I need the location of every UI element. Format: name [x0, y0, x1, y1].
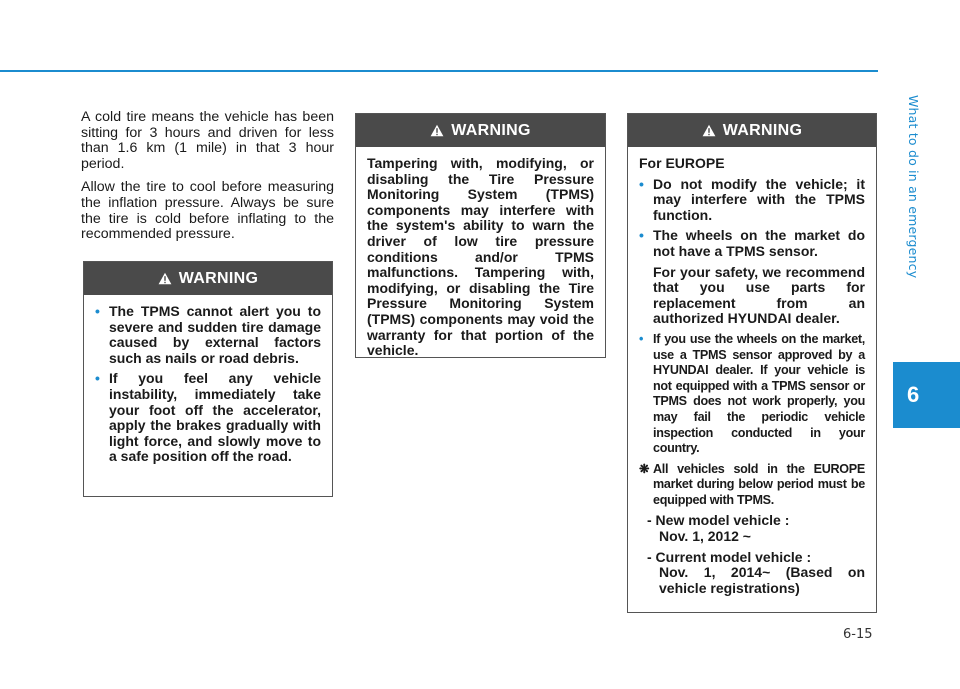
list-item-text: If you use the wheels on the market, use a TPMS sensor approved by a HYUNDAI dealer. If your vehicle is not equipped with a TPMS sensor or TPMS does not work properly, you may fail the periodic vehicle inspection conducted in your country. — [653, 331, 865, 456]
warning-triangle-icon — [702, 124, 716, 137]
list-item-text: The wheels on the market do not have a TPMS sensor. — [653, 227, 865, 259]
body-text — [81, 110, 334, 243]
list-item — [95, 304, 321, 366]
bullet-dot: • — [639, 175, 644, 192]
list-item-extra: For your safety, we recommend that you use parts for replacement from an authorized HYUNDAI dealer. — [653, 263, 865, 327]
warning-heading: WARNING — [178, 269, 259, 287]
body-paragraph: A cold tire means the vehicle has been sitting for 3 hours and driven for less than 1.6 km (1 mile) in that 3 hour period. — [81, 109, 334, 172]
date-entry — [639, 513, 865, 544]
date-entry-value: Nov. 1, 2012 ~ — [659, 528, 751, 545]
warning-header — [84, 262, 332, 295]
warning-header — [356, 114, 605, 147]
bullet-dot: • — [639, 227, 644, 244]
warning-header — [628, 114, 876, 147]
warning-heading: WARNING — [451, 121, 531, 139]
list-item — [95, 371, 321, 465]
list-item-text: Do not modify the vehicle; it may interfere with the TPMS function. — [653, 175, 865, 223]
warning-box — [83, 261, 333, 497]
warning-triangle-icon — [430, 124, 444, 137]
warning-heading: WARNING — [722, 121, 803, 139]
date-entry — [639, 550, 865, 597]
date-entry-label: - New model vehicle : — [647, 512, 790, 529]
list-item — [639, 228, 865, 327]
note-text: All vehicles sold in the EUROPE market during below period must be equipped with TPMS. — [653, 461, 865, 507]
header-rule — [0, 70, 878, 72]
warning-box — [355, 113, 606, 358]
list-item-text: The TPMS cannot alert you to severe and sudden tire damage caused by external factors such as nails or road debris. — [109, 303, 321, 366]
warning-box — [627, 113, 877, 613]
bullet-dot: • — [95, 370, 100, 387]
date-entry-value: Nov. 1, 2014~ (Based on vehicle registrations) — [659, 564, 865, 596]
warning-text: Tampering with, modifying, or disabling the Tire Pressure Monitoring System (TPMS) components may interfere with the system's ability to warn the driver of low tire pressure conditions and/or TPMS malfunctions. Tampering with, modifying, or disabling the Tire Pressure Monitoring System (TPMS) components may void the warranty for that portion of the vehicle. — [367, 155, 594, 359]
date-entry-label: - Current model vehicle : — [647, 548, 812, 565]
bullet-dot: • — [95, 303, 100, 319]
note-mark: ❋ — [639, 461, 650, 476]
warning-triangle-icon — [158, 272, 172, 285]
page-number: 6-15 — [843, 627, 873, 642]
list-item — [639, 177, 865, 224]
region-label: For EUROPE — [639, 155, 725, 171]
note — [639, 462, 865, 509]
bullet-dot: • — [639, 331, 644, 346]
chapter-tab: 6 — [893, 362, 960, 428]
body-paragraph: Allow the tire to cool before measuring the inflation pressure. Always be sure the tire is cold before inflating to the recommended pressure. — [81, 179, 334, 243]
chapter-title: What to do in an emergency — [906, 95, 921, 279]
list-item-text: If you feel any vehicle instability, immediately take your foot off the accelerator, apply the brakes gradually with light force, and slowly move to a safe position off the road. — [109, 370, 321, 465]
list-item — [639, 332, 865, 457]
